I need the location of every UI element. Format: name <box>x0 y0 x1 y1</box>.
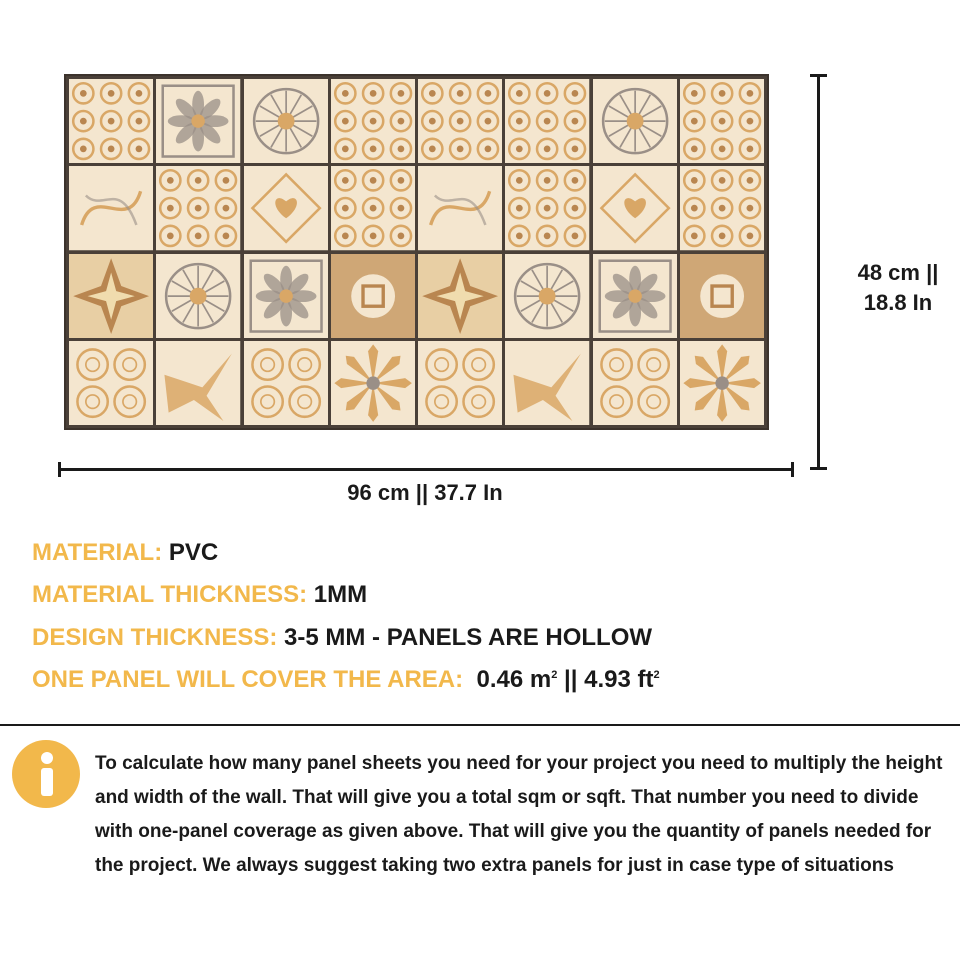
height-dimension-cap-top <box>810 74 827 77</box>
panel-tile <box>593 79 677 163</box>
spec-coverage-key: ONE PANEL WILL COVER THE AREA: <box>32 666 464 693</box>
panel-tile <box>680 166 764 250</box>
panel-tile <box>331 254 415 338</box>
panel-tile <box>244 341 328 425</box>
spec-design-thickness <box>32 622 652 654</box>
panel-tile <box>69 166 153 250</box>
panel-tile <box>156 341 240 425</box>
panel-tile <box>680 254 764 338</box>
spec-thickness-key: MATERIAL THICKNESS: <box>32 581 308 608</box>
spec-material <box>32 537 218 569</box>
width-dimension-cap-left <box>58 462 61 477</box>
panel-tile <box>418 166 502 250</box>
panel-tile <box>680 341 764 425</box>
panel-tile <box>156 79 240 163</box>
panel-tile <box>418 254 502 338</box>
spec-thickness-value: 1MM <box>313 581 368 608</box>
width-dimension-cap-right <box>791 462 794 477</box>
panel-tile <box>593 341 677 425</box>
info-text: To calculate how many panel sheets you need for your project you need to multiply the height and width of the wall. That will give you a total sqm or sqft. That number you need to divide with one-panel coverage as given above. That will give you the quantity of panels needed for the project. We always suggest taking two extra panels for just in case type of situations <box>95 753 943 876</box>
panel-tile <box>418 341 502 425</box>
panel-tile <box>244 254 328 338</box>
spec-design-key: DESIGN THICKNESS: <box>32 624 278 651</box>
panel-tile <box>156 254 240 338</box>
panel-tile <box>69 79 153 163</box>
width-dimension-line <box>58 468 794 471</box>
spec-coverage-value: 0.46 $m^2$ || 4.93 $ft^2$ <box>476 666 660 693</box>
panel-tile <box>418 79 502 163</box>
height-dimension-label: 48 cm || 18.8 In <box>857 260 939 315</box>
spec-material-thickness <box>32 579 367 611</box>
panel-tile <box>505 166 589 250</box>
height-dimension-cap-bottom <box>810 467 827 470</box>
panel-tile <box>331 341 415 425</box>
panel-tile <box>156 166 240 250</box>
height-dimension-line <box>817 74 820 470</box>
panel-tile <box>680 79 764 163</box>
spec-material-value: PVC <box>168 539 219 566</box>
panel-tile <box>69 254 153 338</box>
panel-tile <box>244 166 328 250</box>
panel-tile <box>505 254 589 338</box>
panel-tile <box>593 166 677 250</box>
panel-tile <box>244 79 328 163</box>
tile-panel-image <box>64 74 769 430</box>
panel-tile <box>593 254 677 338</box>
panel-tile <box>331 166 415 250</box>
panel-tile <box>505 341 589 425</box>
panel-tile <box>69 341 153 425</box>
section-divider <box>0 724 960 726</box>
width-dimension-label: 96 cm || 37.7 In <box>347 480 503 505</box>
info-icon <box>12 740 80 808</box>
panel-tile <box>505 79 589 163</box>
spec-design-value: 3-5 MM - PANELS ARE HOLLOW <box>284 624 653 651</box>
spec-coverage <box>32 664 660 696</box>
spec-material-key: MATERIAL: <box>32 539 163 566</box>
panel-tile <box>331 79 415 163</box>
